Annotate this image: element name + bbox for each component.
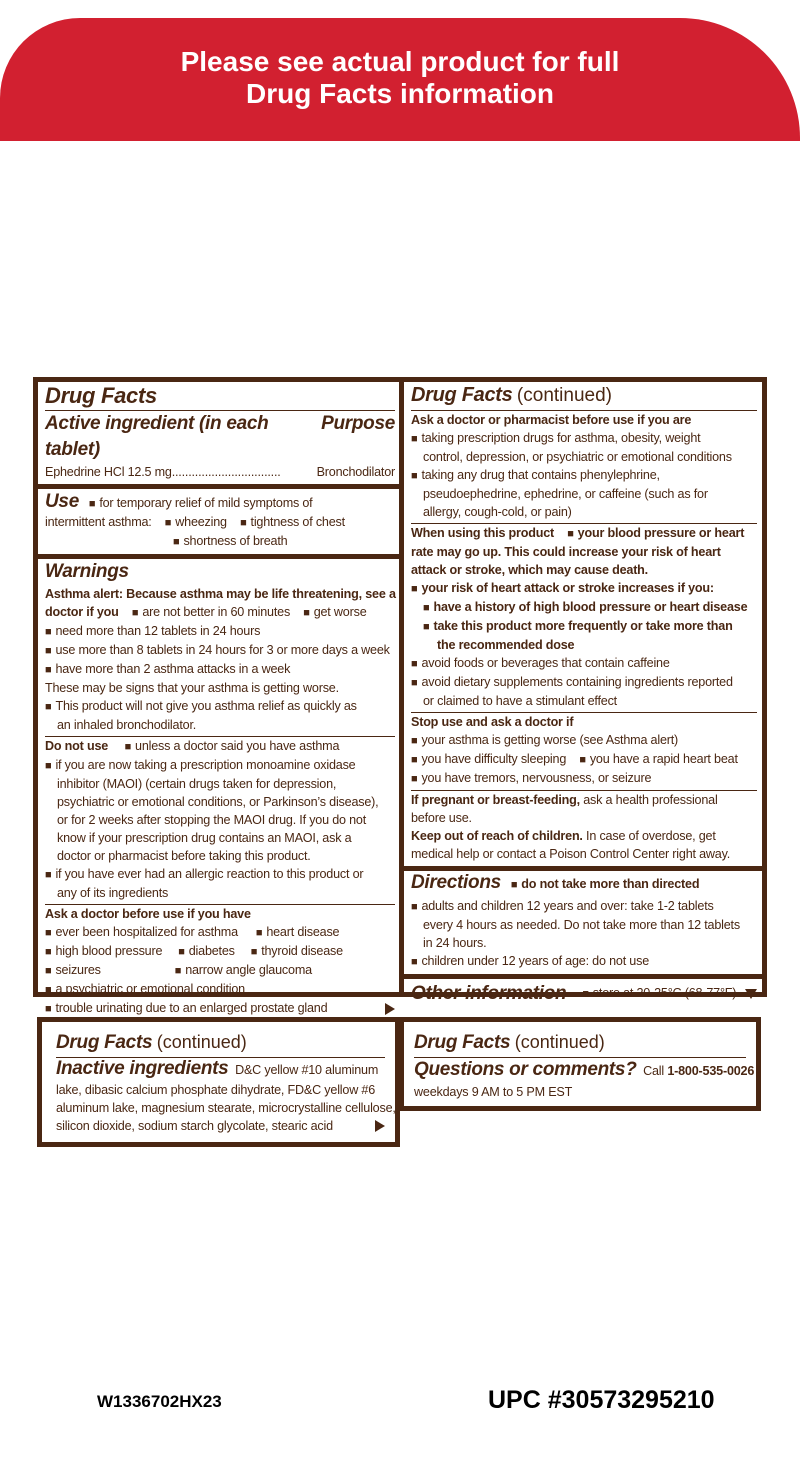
use-item: ■ tightness of chest — [240, 515, 345, 529]
other-info-heading: Other information — [411, 982, 567, 1004]
left-column — [45, 382, 395, 1018]
when-using-item: rate may go up. This could increase your risk of heart — [411, 545, 721, 559]
drug-facts-panel — [33, 377, 767, 1015]
keep-out-text: In case of overdose, get — [586, 829, 716, 843]
ask-doctor-item: ■ seizures — [45, 963, 101, 977]
notice-text: Please see actual product for full Drug Facts information — [180, 46, 620, 109]
ask-doctor-item: ■ ever been hospitalized for asthma — [45, 925, 238, 939]
when-using-item: ■ your risk of heart attack or stroke increases if you: — [411, 579, 757, 598]
ask-doctor-item: ■ narrow angle glaucoma — [175, 963, 312, 977]
inactive-text: lake, dibasic calcium phosphate dihydrate, FD&C yellow #6 — [56, 1083, 376, 1097]
use-text: ■ for temporary relief of mild symptoms of — [89, 496, 313, 510]
ask-doctor-item: ■ trouble urinating due to an enlarged prostate gland — [45, 999, 327, 1018]
inactive-heading: Inactive ingredients — [56, 1058, 229, 1079]
when-using-item: ■ have a history of high blood pressure or heart disease — [423, 600, 747, 614]
stop-use-item: ■ your asthma is getting worse (see Asthma alert) — [411, 731, 757, 750]
pregnant-text: ask a health professional — [583, 793, 718, 807]
continued-label: (continued) — [156, 1032, 247, 1052]
use-item: ■ shortness of breath — [173, 534, 287, 548]
alert-item: ■ get worse — [303, 605, 366, 619]
continued-label: (continued) — [516, 385, 612, 406]
stop-use-item: ■ you have a rapid heart beat — [579, 752, 737, 766]
product-code: W1336702HX23 — [97, 1392, 222, 1411]
drug-facts-title: Drug Facts — [411, 384, 513, 406]
alert-item: ■ use more than 8 tablets in 24 hours for 3 or more days a week — [45, 641, 395, 660]
drug-facts-questions-panel — [399, 1017, 761, 1111]
ask-pharmacist-item: ■ taking any drug that contains phenylephrine, — [411, 466, 757, 485]
purpose-heading: Purpose — [321, 413, 395, 434]
do-not-use-item: ■ unless a doctor said you have asthma — [125, 739, 340, 753]
use-heading: Use — [45, 491, 79, 512]
directions-item: ■ do not take more than directed — [511, 877, 700, 891]
maoi-text: psychiatric or emotional conditions, or Parkinson’s disease), — [57, 795, 379, 809]
upc-code: UPC #30573295210 — [488, 1386, 715, 1414]
allergic-text: ■ if you have ever had an allergic reaction to this product or — [45, 865, 395, 884]
stop-use-item: ■ you have tremors, nervousness, or seizure — [411, 769, 757, 788]
maoi-text: doctor or pharmacist before taking this product. — [57, 849, 311, 863]
when-using-item: attack or stroke, which may cause death. — [411, 563, 648, 577]
directions-item: in 24 hours. — [423, 936, 487, 950]
inactive-text: aluminum lake, magnesium stearate, microcrystalline cellulose, — [56, 1101, 396, 1115]
active-ingredient-heading: Active ingredient (in each tablet) — [45, 413, 269, 460]
continued-label: (continued) — [514, 1032, 605, 1052]
ask-doctor-item: ■ diabetes — [178, 944, 234, 958]
drug-facts-inactive-panel — [37, 1017, 400, 1147]
directions-item: every 4 hours as needed. Do not take more than 12 tablets — [423, 918, 740, 932]
directions-item: ■ adults and children 12 years and over: take 1-2 tablets — [411, 897, 757, 916]
ask-pharmacist-heading: Ask a doctor or pharmacist before use if you are — [411, 413, 692, 427]
do-not-use-heading: Do not use — [45, 739, 109, 753]
doctor-if-you: doctor if you — [45, 605, 119, 619]
ask-doctor-item: ■ thyroid disease — [251, 944, 343, 958]
relief-text: an inhaled bronchodilator. — [57, 718, 197, 732]
keep-out-text: medical help or contact a Poison Control Center right away. — [411, 847, 731, 861]
directions-heading: Directions — [411, 872, 501, 893]
maoi-text: know if your prescription drug contains an MAOI, ask a — [57, 831, 352, 845]
call-label: Call — [643, 1064, 665, 1078]
hours-text: weekdays 9 AM to 5 PM EST — [414, 1085, 573, 1099]
when-using-heading: When using this product — [411, 526, 555, 540]
relief-text: ■ This product will not give you asthma relief as quickly as — [45, 697, 395, 716]
ask-doctor-item: ■ heart disease — [256, 925, 339, 939]
use-item: ■ wheezing — [165, 515, 227, 529]
notice-banner — [0, 18, 800, 141]
ask-pharmacist-item: ■ taking prescription drugs for asthma, obesity, weight — [411, 429, 757, 448]
pregnant-heading: If pregnant or breast-feeding, — [411, 793, 580, 807]
allergic-text: any of its ingredients — [57, 886, 169, 900]
maoi-text: ■ if you are now taking a prescription monoamine oxidase — [45, 756, 395, 775]
continue-arrow-icon — [375, 1120, 385, 1132]
signs-text: These may be signs that your asthma is getting worse. — [45, 681, 339, 695]
directions-item: ■ children under 12 years of age: do not use — [411, 952, 757, 971]
continue-arrow-icon — [385, 1003, 395, 1015]
right-column — [411, 382, 757, 1008]
ask-pharmacist-item: control, depression, or psychiatric or emotional conditions — [423, 450, 732, 464]
other-info-item: ■ store at 20-25°C (68-77°F) — [582, 979, 736, 1008]
inactive-text: silicon dioxide, sodium starch glycolate, stearic acid — [56, 1119, 333, 1133]
pregnant-text: before use. — [411, 811, 472, 825]
when-using-item: ■ avoid foods or beverages that contain caffeine — [411, 654, 757, 673]
purpose-value: Bronchodilator — [316, 465, 395, 479]
when-using-item: or claimed to have a stimulant effect — [423, 694, 617, 708]
alert-item: ■ are not better in 60 minutes — [132, 605, 290, 619]
inactive-text: D&C yellow #10 aluminum — [235, 1063, 379, 1077]
alert-item: ■ need more than 12 tablets in 24 hours — [45, 622, 395, 641]
when-using-item: ■ avoid dietary supplements containing ingredients reported — [411, 673, 757, 692]
maoi-text: inhibitor (MAOI) (certain drugs taken for depression, — [57, 777, 337, 791]
phone-number: 1-800-535-0026 — [667, 1064, 755, 1078]
when-using-item: ■ take this product more frequently or take more than — [423, 619, 733, 633]
alert-item: ■ have more than 2 asthma attacks in a week — [45, 660, 395, 679]
when-using-item: the recommended dose — [437, 638, 575, 652]
use-line: intermittent asthma: — [45, 515, 152, 529]
drug-facts-title: Drug Facts — [45, 383, 157, 408]
asthma-alert: Asthma alert: Because asthma may be life threatening, see a — [45, 587, 396, 601]
drug-facts-title: Drug Facts — [414, 1032, 511, 1053]
ask-doctor-item: ■ a psychiatric or emotional condition — [45, 980, 395, 999]
maoi-text: or for 2 weeks after stopping the MAOI drug. If you do not — [57, 813, 367, 827]
active-ingredient: Ephedrine HCl 12.5 mg................................. — [45, 465, 281, 479]
keep-out-heading: Keep out of reach of children. — [411, 829, 583, 843]
stop-use-item: ■ you have difficulty sleeping — [411, 752, 566, 766]
ask-doctor-heading: Ask a doctor before use if you have — [45, 907, 251, 921]
ask-pharmacist-item: allergy, cough-cold, or pain) — [423, 505, 572, 519]
when-using-item: ■ your blood pressure or heart — [567, 526, 744, 540]
continue-arrow-icon — [745, 989, 757, 999]
ask-pharmacist-item: pseudoephedrine, ephedrine, or caffeine (such as for — [423, 487, 708, 501]
ask-doctor-item: ■ high blood pressure — [45, 944, 162, 958]
questions-heading: Questions or comments? — [414, 1059, 637, 1080]
drug-facts-title: Drug Facts — [56, 1032, 153, 1053]
stop-use-heading: Stop use and ask a doctor if — [411, 715, 574, 729]
warnings-heading: Warnings — [45, 561, 129, 582]
